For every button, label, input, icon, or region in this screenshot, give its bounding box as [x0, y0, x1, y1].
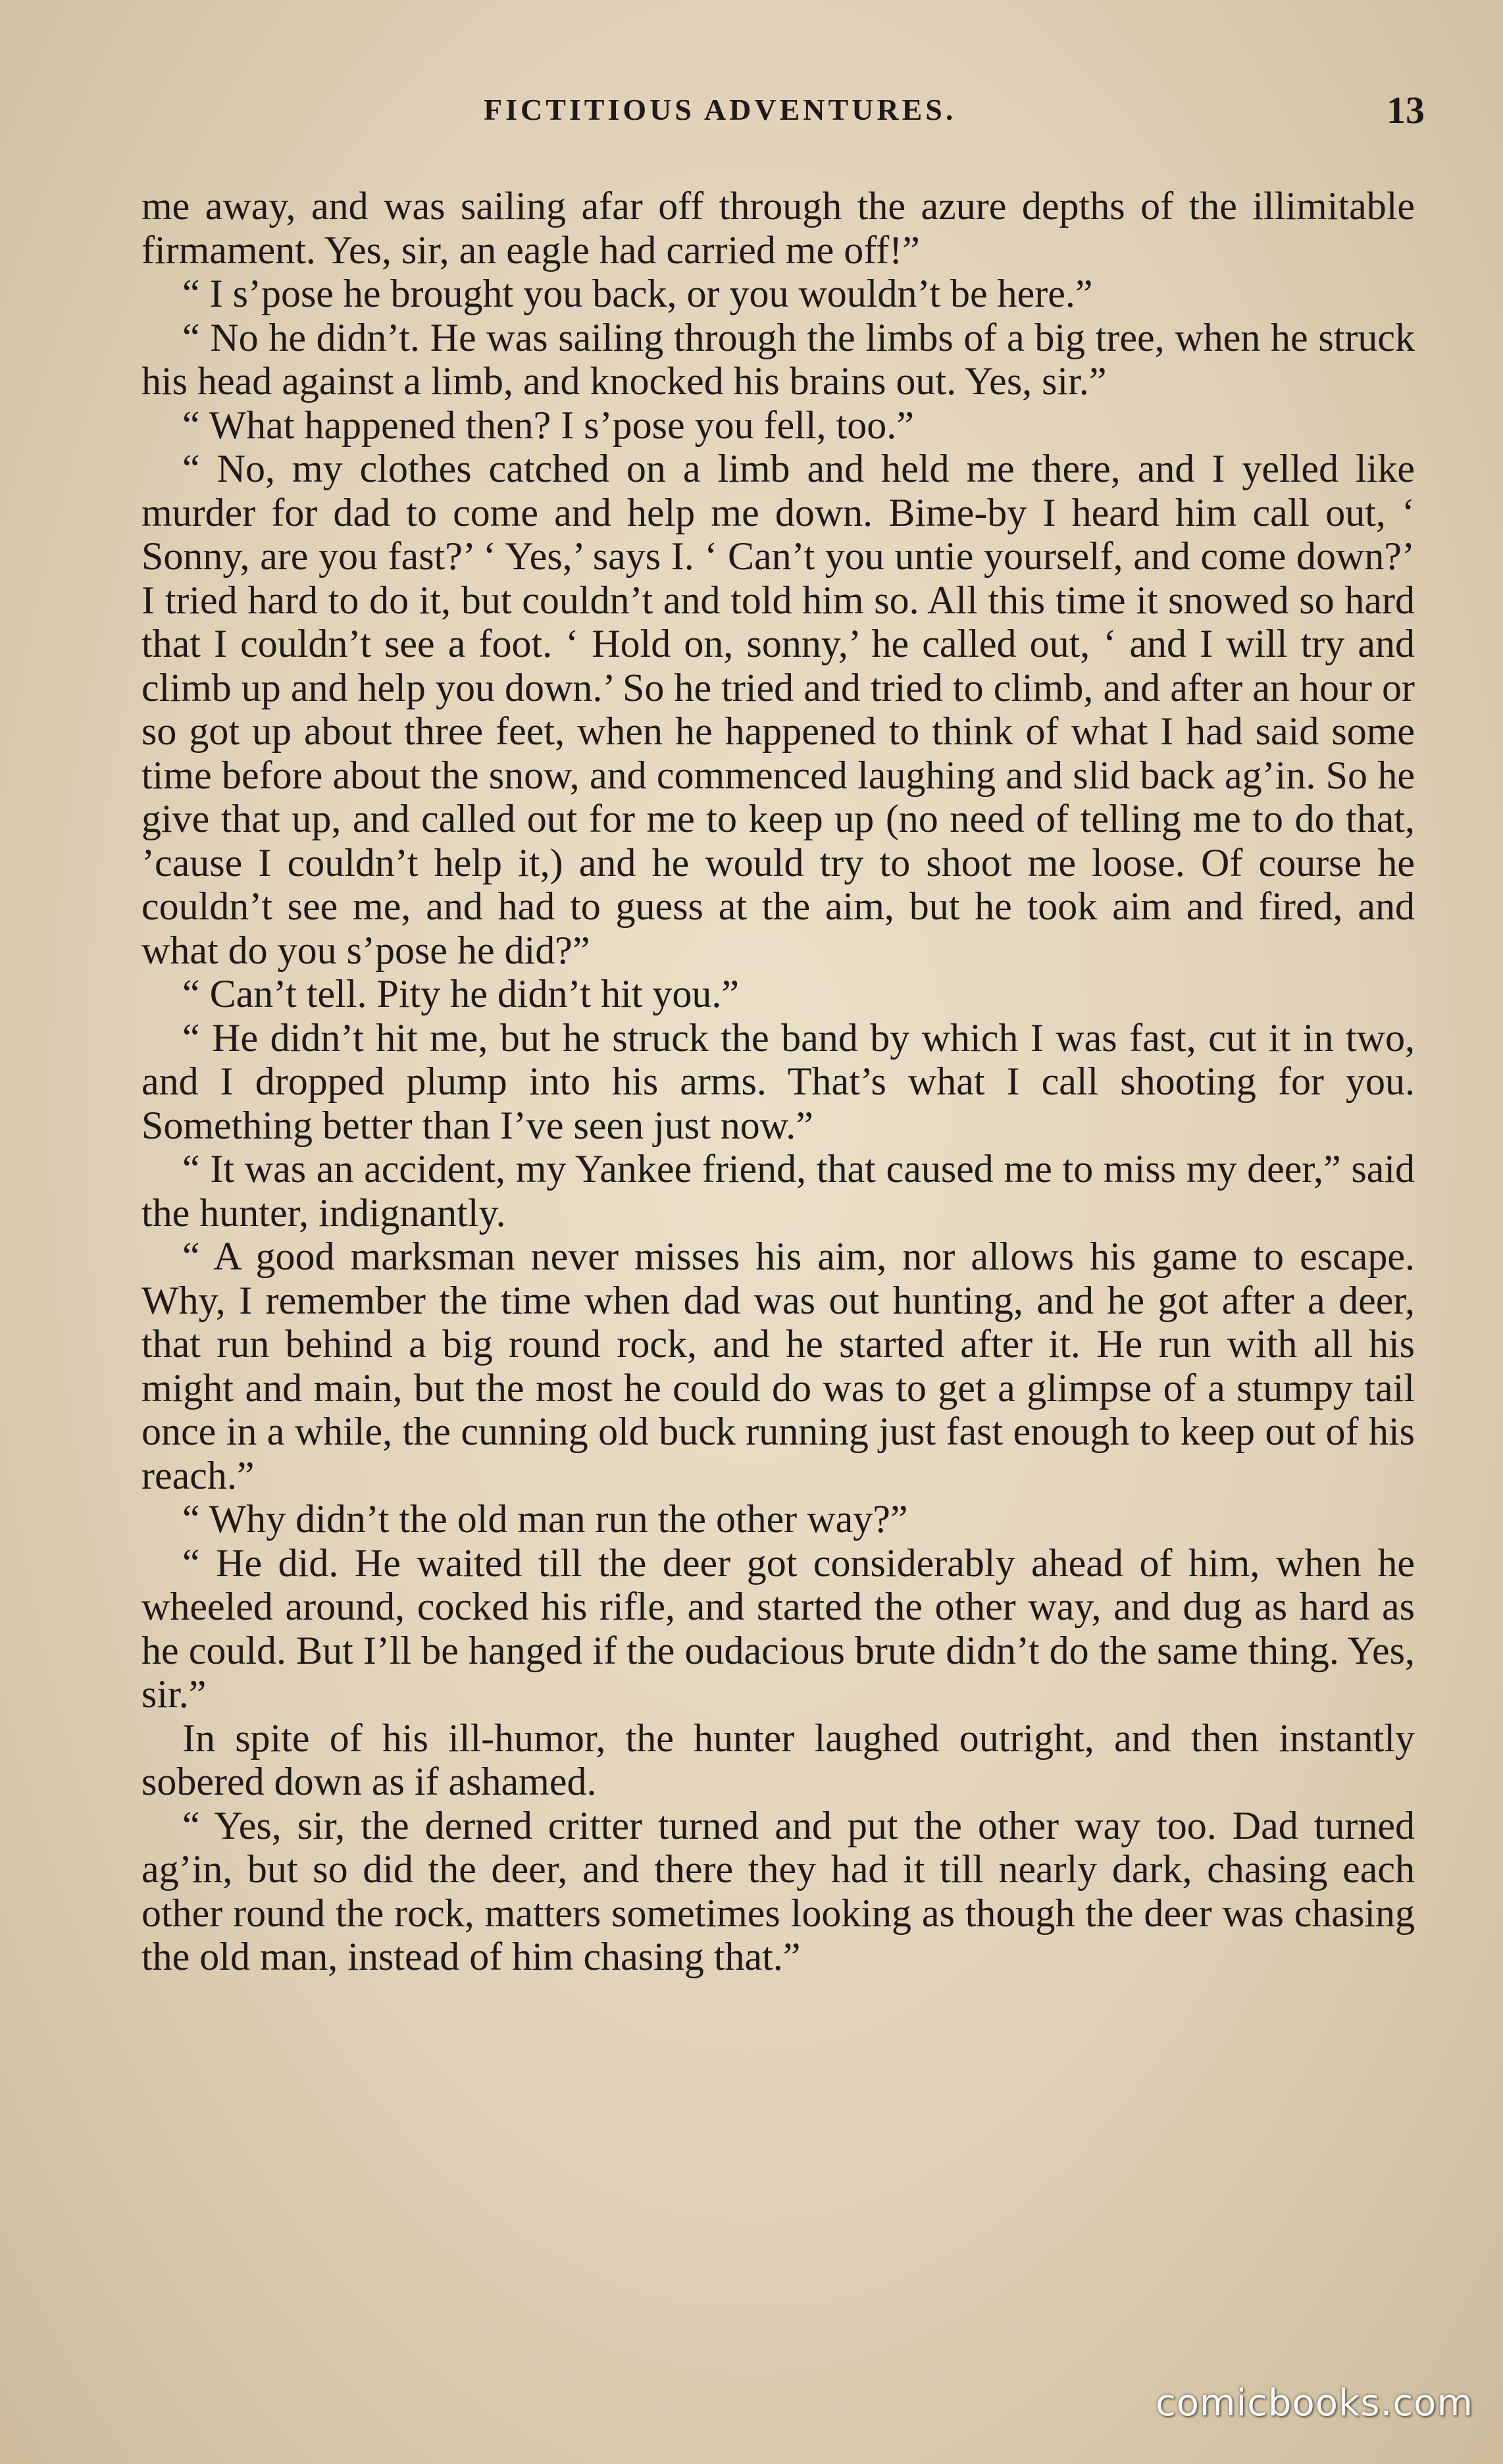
running-title: FICTITIOUS ADVENTURES.: [484, 93, 957, 126]
watermark: comicbooks.com: [1155, 2382, 1473, 2425]
paragraph: “ Why didn’t the old man run the other way?”: [182, 1497, 908, 1541]
paragraph: “ A good marksman never misses his aim, nor allows his game to escape. Why, I remember the time when dad was out hunting, and he got after a deer, that run behind a big round rock, and he started after it. He run with all his might and main, but the most he could do was to get a glimpse of a stumpy tail once in a while, the cunning old buck running just fast enough to keep out of his reach.”: [141, 1235, 1415, 1497]
body-text: [141, 184, 1415, 1979]
paragraph: In spite of his ill-humor, the hunter laughed outright, and then instantly sobered down as if ashamed.: [141, 1716, 1415, 1803]
paragraph: “ No he didn’t. He was sailing through the limbs of a big tree, when he struck his head against a limb, and knocked his brains out. Yes, sir.”: [141, 315, 1415, 403]
running-head: [141, 89, 1425, 132]
paragraph: “ He didn’t hit me, but he struck the band by which I was fast, cut it in two, and I dropped plump into his arms. That’s what I call shooting for you. Something better than I’ve seen just now.”: [141, 1015, 1415, 1147]
paragraph: “ He did. He waited till the deer got considerably ahead of him, when he wheeled around, cocked his rifle, and started the other way, and dug as hard as he could. But I’ll be hanged if the oudacious brute didn’t do the same thing. Yes, sir.”: [141, 1541, 1415, 1716]
paragraph: “ No, my clothes catched on a limb and held me there, and I yelled like murder for dad to come and help me down. Bime-by I heard him call out, ‘ Sonny, are you fast?’ ‘ Yes,’ says I. ‘ Can’t you untie yourself, and come down?’ I tried hard to do it, but couldn’t and told him so. All this time it snowed so hard that I couldn’t see a foot. ‘ Hold on, sonny,’ he called out, ‘ and I will try and climb up and help you down.’ So he tried and tried to climb, and after an hour or so got up about three feet, when he happened to think of what I had said some time before about the snow, and commenced laughing and slid back ag’in. So he give that up, and called out for me to keep up (no need of telling me to do that, ’cause I couldn’t help it,) and he would try to shoot me loose. Of course he couldn’t see me, and had to guess at the aim, but he took aim and fired, and what do you s’pose he did?”: [141, 447, 1415, 972]
paragraph: “ It was an accident, my Yankee friend, that caused me to miss my deer,” said the hunter, indignantly.: [141, 1147, 1415, 1235]
paragraph: “ Can’t tell. Pity he didn’t hit you.”: [182, 972, 740, 1015]
paragraph: “ I s’pose he brought you back, or you wouldn’t be here.”: [182, 272, 1093, 315]
paragraph: “ Yes, sir, the derned critter turned and put the other way too. Dad turned ag’in, but so did the deer, and there they had it till nearly dark, chasing each other round the rock, matters sometimes looking as though the deer was chasing the old man, instead of him chasing that.”: [141, 1803, 1415, 1978]
page-number: 13: [1387, 89, 1425, 132]
paragraph: “ What happened then? I s’pose you fell, too.”: [182, 403, 914, 447]
paragraph: me away, and was sailing afar off through the azure depths of the illimitable firmament. Yes, sir, an eagle had carried me off!”: [141, 184, 1415, 272]
